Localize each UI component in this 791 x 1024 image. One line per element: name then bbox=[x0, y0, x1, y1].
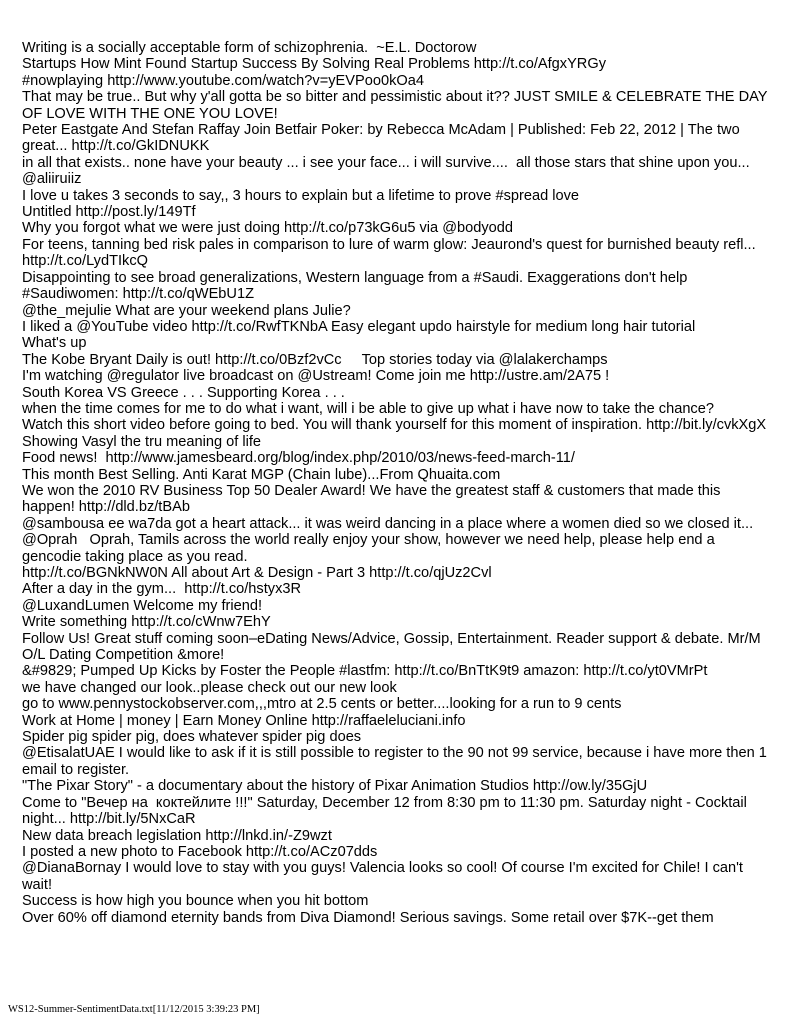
text-line: I love u takes 3 seconds to say,, 3 hours to explain but a lifetime to prove #spread love bbox=[22, 187, 580, 204]
text-line: New data breach legislation http://lnkd.in/-Z9wzt bbox=[22, 827, 332, 844]
text-line: @sambousa ee wa7da got a heart attack... it was weird dancing in a place where a women died so we closed it... bbox=[22, 515, 754, 532]
text-line: Untitled http://post.ly/149Tf bbox=[22, 204, 196, 221]
text-line: Why you forgot what we were just doing http://t.co/p73kG6u5 via @bodyodd bbox=[22, 220, 514, 237]
text-line: "The Pixar Story" - a documentary about the history of Pixar Animation Studios http://ow.ly/35GjU bbox=[22, 778, 648, 795]
text-line: @Oprah Oprah, Tamils across the world really enjoy your show, however we need help, please help end a gencodie taking place as you read. bbox=[22, 532, 719, 565]
text-line: Come to "Вечер на коктейлите !!!" Saturday, December 12 from 8:30 pm to 11:30 pm. Saturday night - Cocktail night... http://bit.ly/5NxCaR bbox=[22, 794, 751, 828]
text-line: Showing Vasyl the tru meaning of life bbox=[22, 433, 262, 450]
text-line: @the_mejulie What are your weekend plans Julie? bbox=[22, 302, 351, 319]
text-line: Success is how high you bounce when you hit bottom bbox=[22, 893, 369, 910]
text-line: I liked a @YouTube video http://t.co/RwfTKNbA Easy elegant updo hairstyle for medium long hair tutorial bbox=[22, 318, 696, 335]
text-line: Follow Us! Great stuff coming soon–eDating News/Advice, Gossip, Entertainment. Reader support & debate. Mr/M O/L Dating Competition &more! bbox=[22, 630, 765, 664]
text-line: Peter Eastgate And Stefan Raffay Join Betfair Poker: by Rebecca McAdam | Published: Feb 22, 2012 | The two great... http://t.co/GkIDNUKK bbox=[22, 122, 744, 155]
text-line: What's up bbox=[22, 335, 87, 352]
text-line: @LuxandLumen Welcome my friend! bbox=[22, 597, 263, 614]
text-line: After a day in the gym... http://t.co/hstyx3R bbox=[22, 581, 302, 598]
text-line: #nowplaying http://www.youtube.com/watch?v=yEVPoo0kOa4 bbox=[22, 72, 424, 89]
page-footer: WS12-Summer-SentimentData.txt[11/12/2015 3:39:23 PM] bbox=[8, 1004, 260, 1015]
text-line: go to www.pennystockobserver.com,,,mtro at 2.5 cents or better....looking for a run to 9 cents bbox=[22, 696, 622, 713]
text-line: Over 60% off diamond eternity bands from Diva Diamond! Serious savings. Some retail over $7K--get them bbox=[22, 909, 714, 926]
text-line: Startups How Mint Found Startup Success By Solving Real Problems http://t.co/AfgxYRGy bbox=[22, 56, 606, 73]
text-line: I posted a new photo to Facebook http://t.co/ACz07dds bbox=[22, 843, 378, 860]
text-line: For teens, tanning bed risk pales in comparison to lure of warm glow: Jeaurond's quest for burnished beauty refl... http://t.co/LydTIkcQ bbox=[22, 236, 760, 270]
text-line: We won the 2010 RV Business Top 50 Dealer Award! We have the greatest staff & customers that made this happen! http://dld.bz/tBAb bbox=[22, 482, 725, 516]
text-line: The Kobe Bryant Daily is out! http://t.co/0Bzf2vCc Top stories today via @lalakerchamps bbox=[22, 351, 608, 368]
text-line: That may be true.. But why y'all gotta be so bitter and pessimistic about it?? JUST SMILE & CELEBRATE THE DAY OF LOVE WITH THE ONE YOU LOVE! bbox=[22, 89, 772, 122]
text-line: in all that exists.. none have your beauty ... i see your face... i will survive.... all those stars that shine upon you... @aliiruiiz bbox=[22, 154, 754, 188]
text-line: we have changed our look..please check out our new look bbox=[22, 679, 397, 696]
text-line: Watch this short video before going to bed. You will thank yourself for this moment of inspiration. http://bit.ly/cvkXgX bbox=[22, 417, 767, 434]
text-line: @DianaBornay I would love to stay with you guys! Valencia looks so cool! Of course I'm excited for Chile! I can't wait! bbox=[22, 860, 748, 893]
text-line: http://t.co/BGNkNW0N All about Art & Design - Part 3 http://t.co/qjUz2Cvl bbox=[22, 565, 492, 581]
document-body bbox=[22, 40, 774, 926]
text-line: @EtisalatUAE I would like to ask if it is still possible to register to the 90 not 99 service, because i have more then 1 email to register. bbox=[22, 745, 771, 778]
text-line: &#9829; Pumped Up Kicks by Foster the People #lastfm: http://t.co/BnTtK9t9 amazon: http://t.co/yt0VMrPt bbox=[22, 663, 708, 680]
text-line: This month Best Selling. Anti Karat MGP (Chain lube)...From Qhuaita.com bbox=[22, 466, 501, 483]
text-line: when the time comes for me to do what i want, will i be able to give up what i have now to take the chance? bbox=[22, 400, 714, 417]
text-line: South Korea VS Greece . . . Supporting Korea . . . bbox=[22, 384, 345, 401]
text-line: Work at Home | money | Earn Money Online http://raffaeleluciani.info bbox=[22, 712, 466, 729]
text-line: Disappointing to see broad generalizations, Western language from a #Saudi. Exaggerations don't help #Saudiwomen: http://t.co/qWEbU1Z bbox=[22, 269, 692, 303]
text-line: Write something http://t.co/cWnw7EhY bbox=[22, 614, 271, 631]
text-line: Food news! http://www.jamesbeard.org/blog/index.php/2010/03/news-feed-march-11/ bbox=[22, 450, 575, 467]
text-line: Spider pig spider pig, does whatever spider pig does bbox=[22, 729, 362, 746]
text-line: I'm watching @regulator live broadcast on @Ustream! Come join me http://ustre.am/2A75 ! bbox=[22, 368, 610, 385]
text-line: Writing is a socially acceptable form of schizophrenia. ~E.L. Doctorow bbox=[22, 40, 477, 56]
